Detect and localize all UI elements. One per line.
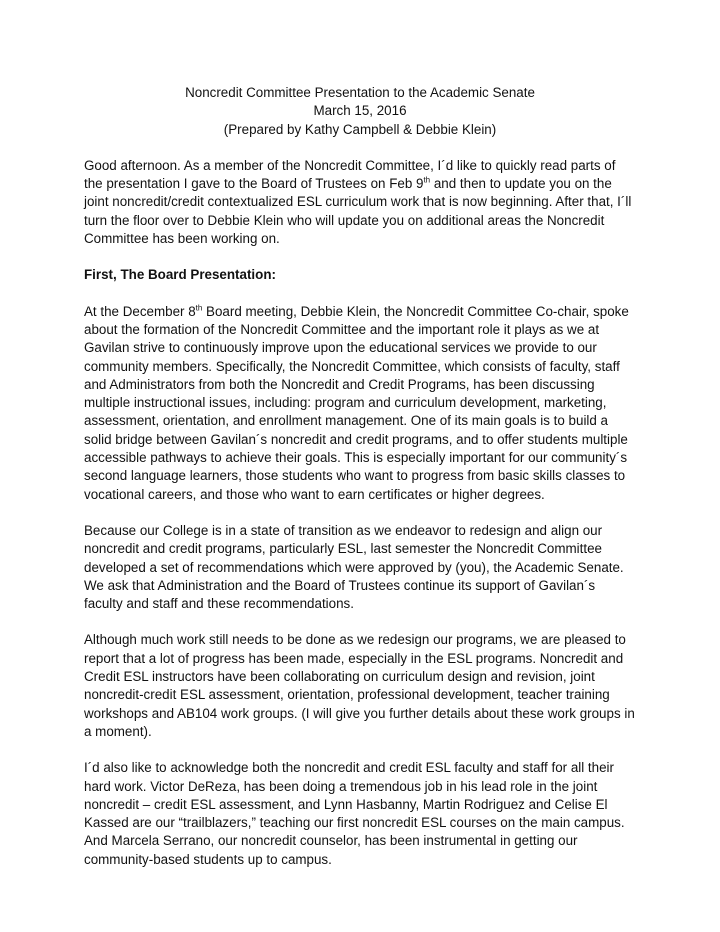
section-heading: First, The Board Presentation: <box>84 267 276 283</box>
board-paragraph <box>84 303 636 504</box>
acknowledge-paragraph: I´d also like to acknowledge both the noncredit and credit ESL faculty and staff for all their hard work. Victor DeReza, has been doing a tremendous job in his lead role in the joint noncredit – credit ESL assessment, and Lynn Hasbanny, Martin Rodriguez and Celise El Kassed are our “trailblazers,” teaching our first noncredit ESL courses on the main campus. And Marcela Serrano, our noncredit counselor, has been instrumental in getting our community-based students up to campus. <box>84 760 625 867</box>
board-text-part1: At the December 8 <box>84 303 196 319</box>
document-header <box>84 84 636 139</box>
intro-paragraph <box>84 157 636 248</box>
board-text-part2: Board meeting, Debbie Klein, the Noncredit Committee Co-chair, spoke about the formation of the Noncredit Committee and the important role it plays as we at Gavilan strive to continuously improve upon the educational services we provide to our community members. Specifically, the Noncredit Committee, which consists of faculty, staff and Administrators from both the Noncredit and Credit Programs, has been discussing multiple instructional issues, including: program and curriculum development, marketing, assessment, orientation, and enrollment management. One of its main goals is to build a solid bridge between Gavilan´s noncredit and credit programs, and to offer students multiple accessible pathways to achieve their goals. This is especially important for our community´s second language learners, those students who want to progress from basic skills classes to vocational careers, and those who want to earn certificates or higher degrees. <box>84 303 629 502</box>
intro-text-part2: and then to update you on the joint noncredit/credit contextualized ESL curriculum work that is now beginning. After that, I´ll turn the floor over to Debbie Klein who will update you on additional areas the Noncredit Committee has been working on. <box>84 176 632 247</box>
document-author-line: (Prepared by Kathy Campbell & Debbie Klein) <box>223 121 497 137</box>
intro-text-part1: Good afternoon. As a member of the Noncredit Committee, I´d like to quickly read parts of the presentation I gave to the Board of Trustees on Feb 9 <box>84 157 616 192</box>
transition-paragraph: Because our College is in a state of transition as we endeavor to redesign and align our noncredit and credit programs, particularly ESL, last semester the Noncredit Committee developed a set of recommendations which were approved by (you), the Academic Senate. We ask that Administration and the Board of Trustees continue its support of Gavilan´s faculty and staff and these recommendations. <box>84 522 624 612</box>
board-superscript: th <box>195 303 203 313</box>
intro-superscript: th <box>423 175 431 185</box>
document-date: March 15, 2016 <box>313 103 407 119</box>
document-title: Noncredit Committee Presentation to the Academic Senate <box>185 85 535 100</box>
progress-paragraph: Although much work still needs to be done as we redesign our programs, we are pleased to report that a lot of progress has been made, especially in the ESL programs. Noncredit and Credit ESL instructors have been collaborating on curriculum design and revision, joint noncredit-credit ESL assessment, orientation, professional development, teacher training workshops and AB104 work groups. (I will give you further details about these work groups in a moment). <box>84 632 635 739</box>
